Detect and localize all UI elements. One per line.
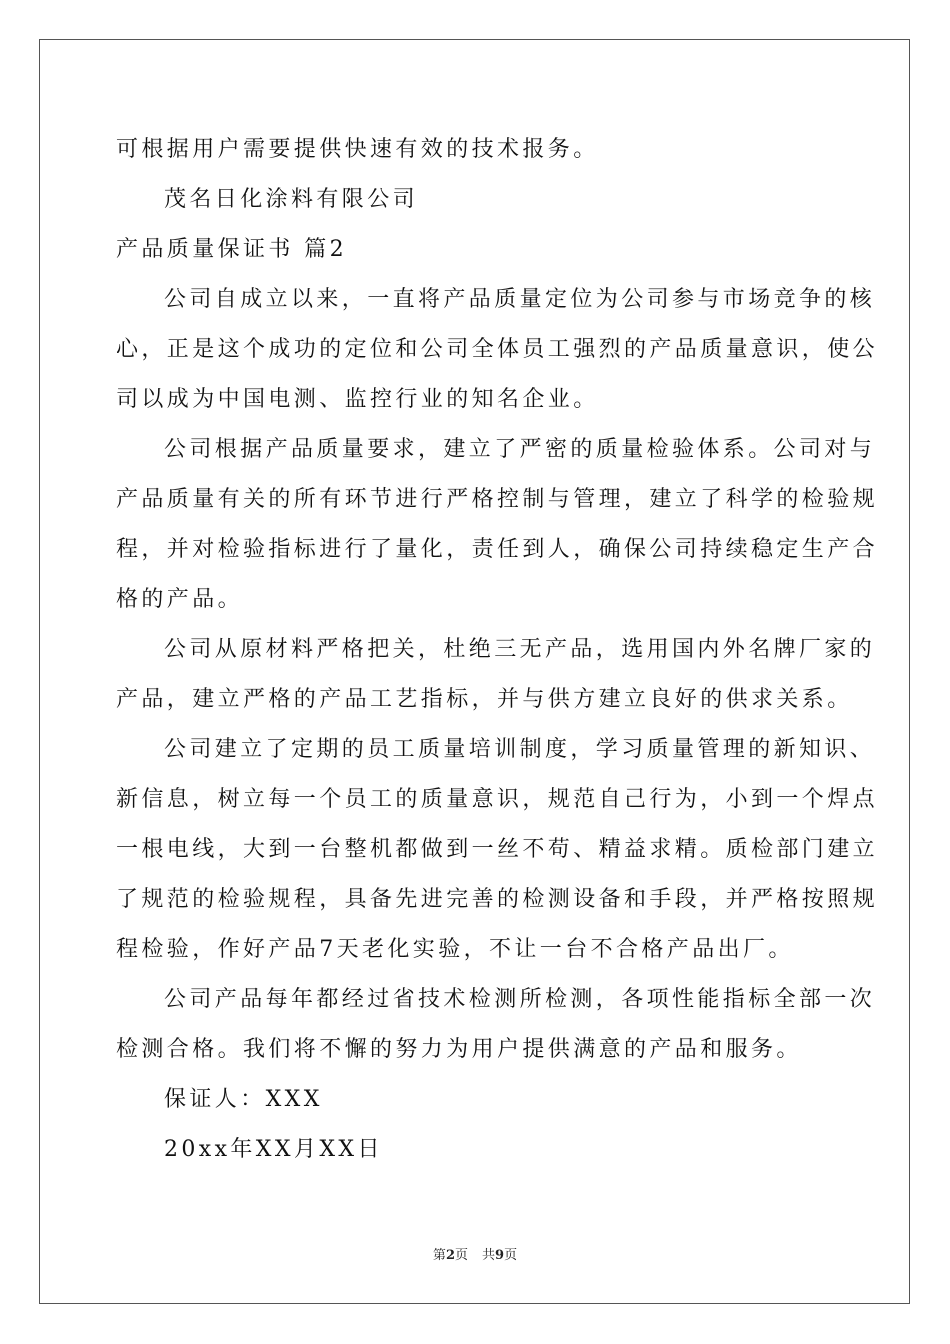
page-number: 2	[445, 1248, 455, 1263]
total-suffix: 页	[504, 1248, 518, 1263]
total-pages: 9	[495, 1248, 505, 1263]
page-footer	[0, 1244, 950, 1263]
text-line: 公司建立了定期的员工质量培训制度，学习质量管理的新知识、	[164, 737, 876, 762]
text-line: 公司产品每年都经过省技术检测所检测，各项性能指标全部一次	[164, 987, 876, 1012]
text-line: 检测合格。我们将不懈的努力为用户提供满意的产品和服务。	[116, 1037, 802, 1062]
total-prefix: 共	[482, 1248, 496, 1263]
text-line: 公司根据产品质量要求，建立了严密的质量检验体系。公司对与	[164, 437, 876, 462]
text-line: 程，并对检验指标进行了量化，责任到人，确保公司持续稳定生产合	[116, 537, 879, 562]
text-line: 新信息，树立每一个员工的质量意识，规范自己行为，小到一个焊点	[116, 787, 879, 812]
company-name: 茂名日化涂料有限公司	[164, 187, 419, 212]
text-line: 可根据用户需要提供快速有效的技术报务。	[116, 137, 599, 162]
text-line: 程检验，作好产品7天老化实验，不让一台不合格产品出厂。	[116, 937, 794, 962]
text-line: 产品，建立严格的产品工艺指标，并与供方建立良好的供求关系。	[116, 687, 853, 712]
section-title: 产品质量保证书 篇2	[116, 237, 347, 262]
text-line: 司以成为中国电测、监控行业的知名企业。	[116, 387, 599, 412]
text-line: 一根电线，大到一台整机都做到一丝不苟、精益求精。质检部门建立	[116, 837, 879, 862]
page-prefix: 第	[432, 1248, 446, 1263]
text-line: 公司自成立以来，一直将产品质量定位为公司参与市场竞争的核	[164, 287, 876, 312]
date-line: 20xx年XX月XX日	[164, 1137, 383, 1162]
text-line: 心，正是这个成功的定位和公司全体员工强烈的产品质量意识，使公	[116, 337, 879, 362]
text-line: 格的产品。	[116, 587, 244, 612]
text-line: 产品质量有关的所有环节进行严格控制与管理，建立了科学的检验规	[116, 487, 879, 512]
text-line: 公司从原材料严格把关，杜绝三无产品，选用国内外名牌厂家的	[164, 637, 876, 662]
guarantor-line: 保证人：XXX	[164, 1087, 323, 1112]
page-suffix: 页	[454, 1248, 468, 1263]
text-line: 了规范的检验规程，具备先进完善的检测设备和手段，并严格按照规	[116, 887, 879, 912]
